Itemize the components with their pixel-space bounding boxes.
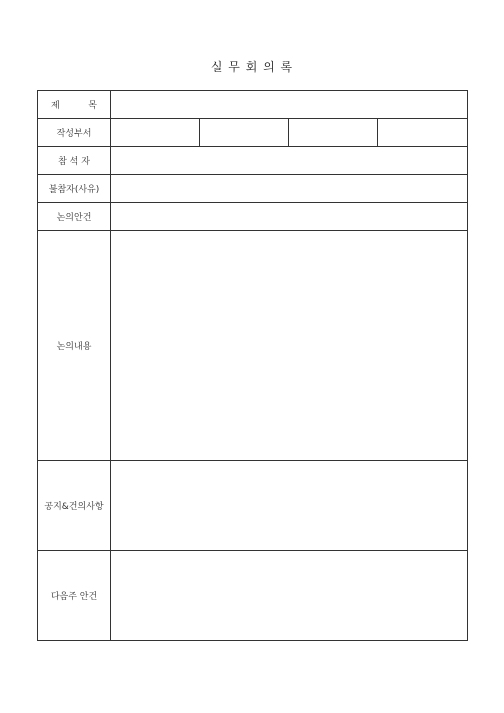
field-dept-2[interactable]: [200, 119, 289, 147]
row-subject: [38, 91, 468, 119]
document-title: 실 무 회 의 록: [210, 60, 294, 74]
row-discussion: [38, 231, 468, 461]
label-next-week: 다음주 안건: [38, 551, 111, 641]
label-agenda: 논의안건: [38, 203, 111, 231]
field-dept-3[interactable]: [289, 119, 378, 147]
row-notices: [38, 461, 468, 551]
label-dept: 작성부서: [38, 119, 111, 147]
field-absentees[interactable]: [111, 175, 468, 203]
row-attendees: [38, 147, 468, 175]
field-agenda[interactable]: [111, 203, 468, 231]
field-dept-1[interactable]: [111, 119, 200, 147]
field-notices[interactable]: [111, 461, 468, 551]
row-next-week: [38, 551, 468, 641]
row-agenda: [38, 203, 468, 231]
field-subject[interactable]: [111, 91, 468, 119]
label-notices: 공지&건의사항: [38, 461, 111, 551]
field-next-week[interactable]: [111, 551, 468, 641]
label-discussion: 논의내용: [38, 231, 111, 461]
label-subject: 제 목: [38, 91, 111, 119]
label-absentees: 불참자(사유): [38, 175, 111, 203]
row-absentees: [38, 175, 468, 203]
field-attendees[interactable]: [111, 147, 468, 175]
row-dept: [38, 119, 468, 147]
field-dept-4[interactable]: [378, 119, 468, 147]
label-attendees: 참 석 자: [38, 147, 111, 175]
field-discussion[interactable]: [111, 231, 468, 461]
meeting-minutes-form: [37, 90, 468, 641]
